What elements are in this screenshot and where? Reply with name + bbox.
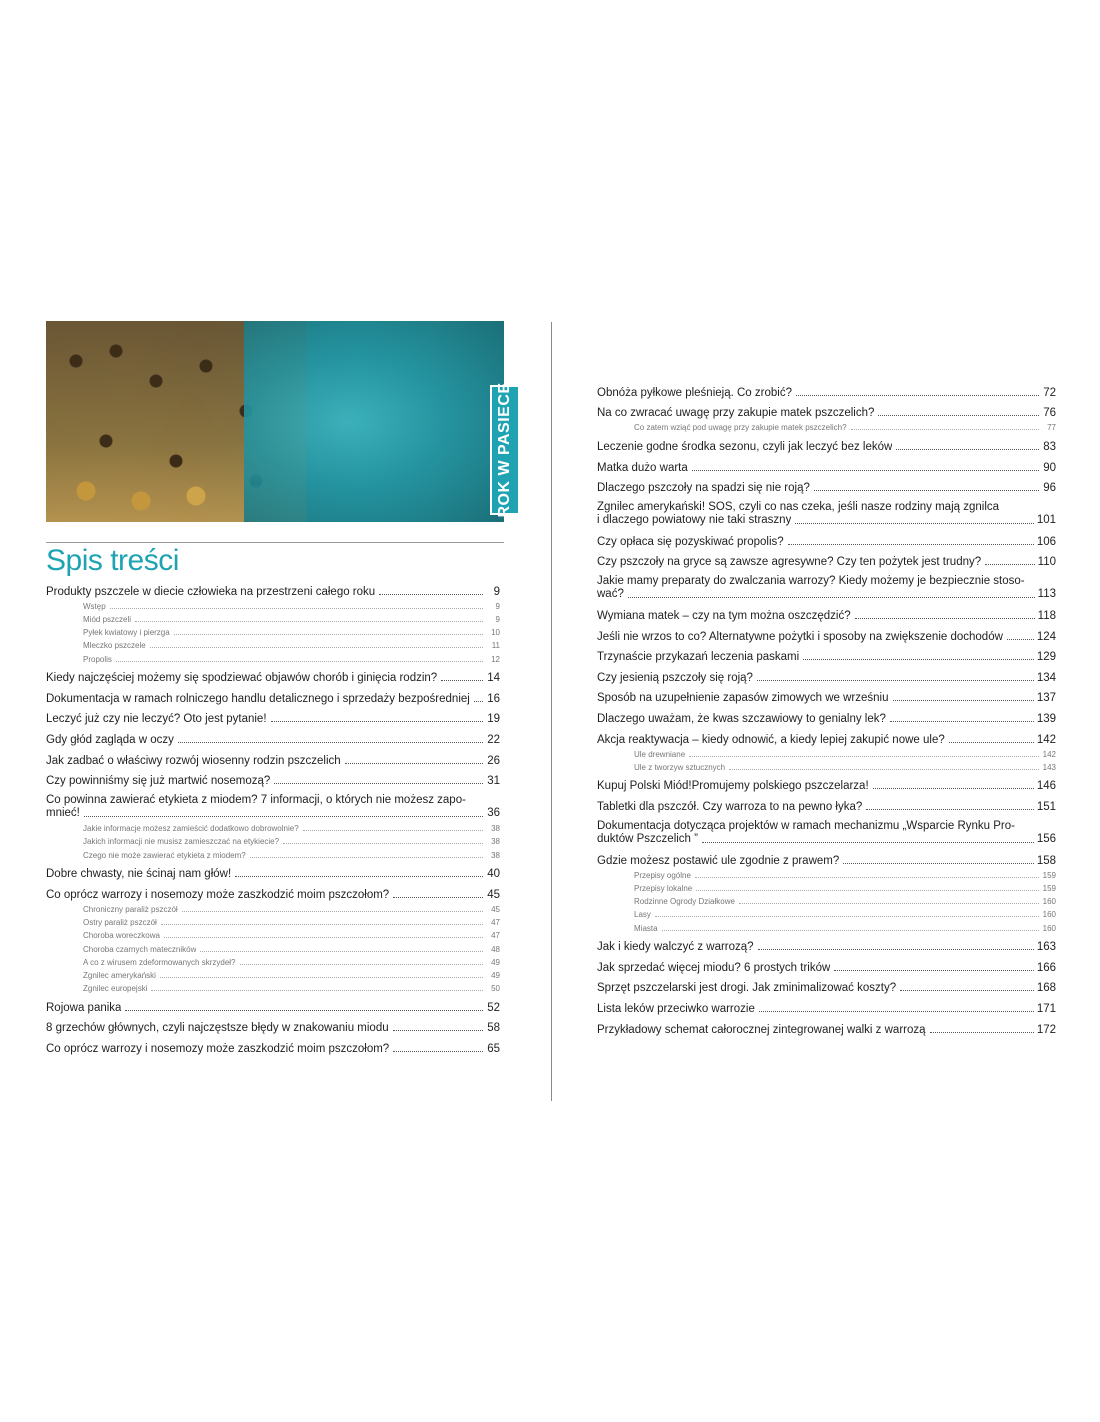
leader-dots (274, 782, 483, 784)
toc-page-number: 124 (1036, 630, 1056, 643)
toc-subentry-title: Jakie informacje możesz zamieścić dodatkowo dobrowolnie? (83, 824, 299, 834)
toc-entry[interactable] (46, 684, 500, 705)
leader-dots (851, 428, 1039, 430)
toc-entry-title: Akcja reaktywacja – kiedy odnowić, a kiedy lepiej zakupić nowe ule? (597, 733, 945, 746)
leader-dots (834, 969, 1034, 971)
toc-page-number: 9 (495, 614, 500, 624)
leader-dots (151, 989, 483, 991)
toc-subentry[interactable] (46, 846, 500, 859)
toc-subentry-title: Przepisy ogólne (634, 870, 691, 880)
toc-entry[interactable] (597, 684, 1056, 705)
toc-page-number: 171 (1036, 1002, 1056, 1015)
toc-entry[interactable] (597, 974, 1056, 995)
leader-dots (696, 889, 1039, 891)
leader-dots (178, 741, 483, 743)
page-title: Spis treści (46, 544, 179, 577)
toc-subentry-title: Lasy (634, 910, 651, 920)
toc-page-number: 50 (491, 984, 500, 994)
leader-dots (379, 593, 483, 595)
leader-dots (283, 842, 483, 844)
toc-page-number: 12 (491, 654, 500, 664)
toc-entry-block (597, 494, 1056, 527)
toc-page-number: 159 (1042, 870, 1056, 880)
toc-entry[interactable] (46, 746, 500, 767)
toc-subentry[interactable] (597, 746, 1056, 759)
toc-entry-title: Czy opłaca się pozyskiwać propolis? (597, 535, 784, 548)
leader-dots (393, 1029, 483, 1031)
toc-page-number: 10 (491, 628, 500, 638)
toc-entry[interactable] (46, 705, 500, 726)
toc-page-number: 38 (491, 850, 500, 860)
toc-entry-title: Co oprócz warrozy i nosemozy może zaszkodzić moim pszczołom? (46, 1042, 390, 1055)
toc-entry-title: Obnóża pyłkowe pleśnieją. Co zrobić? (597, 386, 792, 399)
leader-dots (692, 469, 1039, 471)
toc-subentry-title: Co zatem wziąć pod uwagę przy zakupie matek pszczelich? (634, 423, 847, 433)
toc-entry[interactable] (46, 993, 500, 1014)
toc-entry[interactable] (597, 453, 1056, 474)
toc-entry-title-line2-row (597, 588, 1056, 601)
toc-page-number: 19 (487, 713, 500, 726)
toc-entry[interactable] (597, 663, 1056, 684)
toc-entry-title-line2: duktów Pszczelich ” (597, 833, 698, 846)
toc-entry-title: Lista leków przeciwko warrozie (597, 1002, 755, 1015)
toc-entry-title: Sposób na uzupełnienie zapasów zimowych we wrześniu (597, 692, 889, 705)
leader-dots (235, 875, 483, 877)
toc-page-number: 9 (495, 601, 500, 611)
toc-subentry-title: Miód pszczeli (83, 614, 132, 624)
leader-dots (985, 563, 1035, 565)
section-ribbon-label: ROK W PASIECE (496, 382, 513, 518)
toc-entry[interactable] (46, 577, 500, 598)
toc-page-number: 134 (1036, 671, 1056, 684)
toc-entry-title: Tabletki dla pszczół. Czy warroza to na pewno łyka? (597, 801, 863, 814)
toc-entry[interactable] (46, 787, 500, 820)
toc-page-number: 90 (1043, 461, 1056, 474)
leader-dots (250, 856, 483, 858)
section-ribbon (490, 382, 520, 518)
leader-dots (702, 841, 1034, 843)
toc-entry-title: Na co zwracać uwagę przy zakupie matek pszczelich? (597, 407, 875, 420)
toc-subentry-title: Ule z tworzyw sztucznych (634, 762, 726, 772)
toc-page-number: 31 (487, 775, 500, 788)
toc-entry[interactable] (597, 378, 1056, 399)
toc-entry-title: Wymiana matek – czy na tym można oszczędzić? (597, 609, 851, 622)
toc-subentry-title: Jakich informacji nie musisz zamieszczać na etykiecie? (83, 837, 280, 847)
leader-dots (345, 762, 483, 764)
toc-page-number: 160 (1042, 897, 1056, 907)
toc-page-number: 146 (1036, 780, 1056, 793)
leader-dots (174, 633, 483, 635)
toc-entry[interactable] (597, 601, 1056, 622)
toc-entry-title: 8 grzechów głównych, czyli najczęstsze błędy w znakowaniu miodu (46, 1022, 389, 1035)
toc-entry[interactable] (597, 527, 1056, 548)
toc-entry-title: Produkty pszczele w diecie człowieka na przestrzeni całego roku (46, 585, 376, 598)
toc-entry[interactable] (597, 792, 1056, 813)
toc-page-number: 49 (491, 970, 500, 980)
toc-entry-title: Leczyć już czy nie leczyć? Oto jest pytanie! (46, 713, 267, 726)
leader-dots (893, 699, 1034, 701)
leader-dots (182, 910, 483, 912)
leader-dots (796, 394, 1039, 396)
toc-page-number: 40 (487, 868, 500, 881)
leader-dots (164, 936, 483, 938)
toc-page-number: 38 (491, 824, 500, 834)
toc-left-column (46, 577, 500, 1055)
toc-entry-title: Przykładowy schemat całorocznej zintegrowanej walki z warrozą (597, 1023, 926, 1036)
toc-page-number: 110 (1037, 556, 1056, 569)
toc-subentry-title: Chroniczny paraliż pszczół (83, 905, 178, 915)
toc-page-number: 14 (487, 672, 500, 685)
leader-dots (695, 876, 1039, 878)
toc-page-number: 22 (487, 733, 500, 746)
toc-page-number: 168 (1036, 982, 1056, 995)
toc-entry[interactable] (597, 933, 1056, 954)
toc-subentry[interactable] (597, 880, 1056, 893)
toc-page-number: 106 (1036, 535, 1056, 548)
leader-dots (878, 414, 1039, 416)
toc-entry-title: Matka dużo warta (597, 461, 688, 474)
toc-page-number: 156 (1036, 833, 1056, 846)
toc-page-number: 172 (1036, 1023, 1056, 1036)
toc-page-number: 137 (1036, 692, 1056, 705)
toc-entry[interactable] (46, 664, 500, 685)
leader-dots (759, 1010, 1034, 1012)
toc-entry-title-line2: mnieć! (46, 807, 80, 820)
leader-dots (393, 1050, 483, 1052)
toc-subentry[interactable] (597, 906, 1056, 919)
toc-entry-title: Kiedy najczęściej możemy się spodziewać objawów chorób i ginięcia rodzin? (46, 672, 438, 685)
toc-page-number: 101 (1036, 514, 1056, 527)
toc-subentry[interactable] (46, 901, 500, 914)
title-rule (46, 542, 504, 543)
toc-entry[interactable] (597, 846, 1056, 867)
leader-dots (949, 741, 1034, 743)
leader-dots (896, 448, 1039, 450)
toc-entry[interactable] (597, 548, 1056, 569)
toc-entry[interactable] (46, 725, 500, 746)
bee-honeycomb-photo (46, 321, 504, 522)
leader-dots (866, 808, 1034, 810)
toc-subentry-title: Zgnilec europejski (83, 984, 148, 994)
leader-dots (662, 929, 1039, 931)
toc-page-number: 166 (1036, 961, 1056, 974)
toc-entry[interactable] (46, 1014, 500, 1035)
toc-entry[interactable] (597, 432, 1056, 453)
toc-entry[interactable] (597, 1015, 1056, 1036)
leader-dots (814, 489, 1039, 491)
leader-dots (271, 720, 483, 722)
toc-entry-title: Jeśli nie wrzos to co? Alternatywne pożytki i sposoby na zwiększenie dochodów (597, 630, 1003, 643)
toc-entry-title: Co oprócz warrozy i nosemozy może zaszkodzić moim pszczołom? (46, 888, 390, 901)
toc-subentry[interactable] (46, 954, 500, 967)
toc-entry-title: Czy pszczoły na gryce są zawsze agresywne? Czy ten pożytek jest trudny? (597, 556, 982, 569)
toc-subentry-title: Ule drewniane (634, 749, 686, 759)
toc-subentry[interactable] (46, 820, 500, 833)
leader-dots (729, 768, 1039, 770)
toc-entry[interactable] (597, 474, 1056, 495)
toc-subentry-title: Przepisy lokalne (634, 884, 693, 894)
toc-entry-title-line1: Dokumentacja dotycząca projektów w ramach mechanizmu „Wsparcie Rynku Pro- (597, 820, 1015, 833)
toc-entry-title: Jak sprzedać więcej miodu? 6 prostych trików (597, 961, 831, 974)
toc-subentry[interactable] (46, 611, 500, 624)
toc-entry-title: Jak i kiedy walczyć z warrozą? (597, 941, 754, 954)
toc-entry-title-line2: i dlaczego powiatowy nie taki straszny (597, 514, 792, 527)
toc-page-number: 76 (1043, 407, 1056, 420)
leader-dots (160, 976, 483, 978)
toc-page-number: 160 (1042, 910, 1056, 920)
toc-subentry[interactable] (46, 967, 500, 980)
toc-page-number: 118 (1037, 609, 1056, 622)
toc-page-number: 83 (1043, 440, 1056, 453)
toc-page-number: 65 (487, 1042, 500, 1055)
toc-page-number: 36 (487, 807, 500, 820)
toc-entry[interactable] (597, 622, 1056, 643)
toc-subentry-title: A co z wirusem zdeformowanych skrzydeł? (83, 957, 236, 967)
leader-dots (303, 829, 483, 831)
toc-subentry-title: Rodzinne Ogrody Działkowe (634, 897, 735, 907)
toc-entry-title: Trzynaście przykazań leczenia paskami (597, 651, 800, 664)
toc-entry-title: Sprzęt pszczelarski jest drogi. Jak zminimalizować koszty? (597, 982, 897, 995)
toc-subentry[interactable] (46, 637, 500, 650)
toc-subentry-title: Propolis (83, 654, 112, 664)
toc-entry-title: Dlaczego pszczoły na spadzi się nie roją? (597, 482, 810, 495)
toc-page-number: 47 (491, 918, 500, 928)
toc-subentry-title: Czego nie może zawierać etykieta z miodem? (83, 850, 246, 860)
toc-subentry-title: Mleczko pszczele (83, 641, 146, 651)
toc-page-number: 45 (487, 888, 500, 901)
leader-dots (161, 923, 483, 925)
toc-entry-title: Jak zadbać o właściwy rozwój wiosenny rodzin pszczelich (46, 754, 341, 767)
toc-entry-title: Czy powinniśmy się już martwić nosemozą? (46, 775, 271, 788)
toc-page-number: 16 (487, 692, 500, 705)
leader-dots (1007, 638, 1034, 640)
toc-page-number: 58 (487, 1022, 500, 1035)
toc-page-number: 159 (1042, 884, 1056, 894)
toc-entry[interactable] (597, 643, 1056, 664)
toc-entry-title: Gdy głód zagląda w oczy (46, 733, 174, 746)
leader-dots (855, 617, 1035, 619)
toc-entry-title: Leczenie godne środka sezonu, czyli jak leczyć bez leków (597, 440, 893, 453)
toc-subentry-title: Choroba woreczkowa (83, 931, 160, 941)
leader-dots (628, 596, 1035, 598)
toc-subentry-title: Pyłek kwiatowy i pierzga (83, 628, 170, 638)
toc-entry[interactable] (597, 494, 1056, 527)
toc-subentry[interactable] (46, 914, 500, 927)
toc-subentry[interactable] (46, 598, 500, 611)
toc-page-number: 26 (487, 754, 500, 767)
leader-dots (441, 679, 483, 681)
toc-entry-title: Czy jesienią pszczoły się roją? (597, 671, 753, 684)
toc-entry-block (597, 813, 1056, 846)
leader-dots (890, 720, 1034, 722)
toc-entry[interactable] (597, 704, 1056, 725)
toc-subentry-title: Zgnilec amerykański (83, 970, 156, 980)
toc-entry-title-line1: Jakie mamy preparaty do zwalczania warrozy? Kiedy możemy je bezpiecznie stoso- (597, 575, 1025, 588)
toc-page-number: 143 (1042, 762, 1056, 772)
toc-page-number: 45 (491, 905, 500, 915)
toc-entry-title-line1: Co powinna zawierać etykieta z miodem? 7 informacji, o których nie możesz zapo- (46, 794, 466, 807)
toc-subentry[interactable] (597, 893, 1056, 906)
leader-dots (843, 862, 1034, 864)
leader-dots (135, 620, 483, 622)
leader-dots (240, 963, 484, 965)
toc-right-column (597, 378, 1056, 1036)
leader-dots (795, 522, 1033, 524)
toc-page-number: 129 (1036, 651, 1056, 664)
toc-subentry[interactable] (46, 980, 500, 993)
toc-entry-block (46, 787, 500, 820)
toc-page-number: 96 (1043, 482, 1056, 495)
toc-entry-title: Dobre chwasty, nie ścinaj nam głów! (46, 868, 232, 881)
toc-page-number: 139 (1036, 712, 1056, 725)
toc-subentry[interactable] (46, 650, 500, 663)
toc-entry[interactable] (46, 1034, 500, 1055)
leader-dots (150, 646, 483, 648)
toc-page-number: 113 (1037, 588, 1056, 601)
toc-page-number: 52 (487, 1001, 500, 1014)
toc-entry-title: Dokumentacja w ramach rolniczego handlu detalicznego i sprzedaży bezpośredniej (46, 692, 470, 705)
toc-entry[interactable] (597, 725, 1056, 746)
leader-dots (757, 679, 1034, 681)
toc-entry-title: Rojowa panika (46, 1001, 122, 1014)
toc-page-number: 142 (1042, 749, 1056, 759)
toc-entry[interactable] (46, 860, 500, 881)
leader-dots (116, 660, 483, 662)
leader-dots (655, 915, 1039, 917)
toc-entry[interactable] (597, 568, 1056, 601)
leader-dots (873, 787, 1034, 789)
toc-entry[interactable] (597, 994, 1056, 1015)
leader-dots (200, 950, 483, 952)
toc-subentry[interactable] (46, 940, 500, 953)
leader-dots (125, 1009, 483, 1011)
toc-entry-title: Kupuj Polski Miód!Promujemy polskiego pszczelarza! (597, 780, 869, 793)
toc-subentry[interactable] (46, 927, 500, 940)
toc-page-number: 142 (1036, 733, 1056, 746)
background-blur (244, 321, 504, 522)
toc-subentry[interactable] (597, 919, 1056, 932)
toc-entry-title-line2-row (597, 833, 1056, 846)
leader-dots (900, 989, 1034, 991)
leader-dots (689, 755, 1039, 757)
toc-page-number: 163 (1036, 941, 1056, 954)
toc-entry-title-line1: Zgnilec amerykański! SOS, czyli co nas czeka, jeśli nasze rodziny mają zgnilca (597, 501, 1000, 514)
toc-entry[interactable] (597, 399, 1056, 420)
toc-subentry-title: Ostry paraliż pszczół (83, 918, 157, 928)
toc-page-number: 38 (491, 837, 500, 847)
toc-page-number: 77 (1047, 423, 1056, 433)
leader-dots (739, 902, 1039, 904)
toc-entry-block (597, 568, 1056, 601)
toc-subentry-title: Wstęp (83, 601, 106, 611)
leader-dots (788, 543, 1034, 545)
toc-entry[interactable] (597, 813, 1056, 846)
toc-entry-title-line2-row (46, 807, 500, 820)
leader-dots (84, 815, 483, 817)
toc-entry[interactable] (46, 767, 500, 788)
page-gutter-divider (551, 322, 552, 1101)
toc-page-number: 160 (1042, 923, 1056, 933)
toc-entry-title-line2: wać? (597, 588, 624, 601)
toc-subentry[interactable] (597, 419, 1056, 432)
toc-page-number: 158 (1036, 854, 1056, 867)
toc-entry[interactable] (597, 953, 1056, 974)
leader-dots (758, 948, 1034, 950)
toc-subentry-title: Miasta (634, 923, 658, 933)
leader-dots (393, 896, 483, 898)
toc-page-number: 72 (1043, 386, 1056, 399)
toc-entry-title: Dlaczego uważam, że kwas szczawiowy to genialny lek? (597, 712, 886, 725)
leader-dots (474, 700, 483, 702)
toc-subentry[interactable] (46, 833, 500, 846)
toc-page-number: 151 (1036, 801, 1056, 814)
toc-subentry-title: Choroba czarnych mateczników (83, 944, 197, 954)
toc-page-number: 49 (491, 957, 500, 967)
leader-dots (803, 658, 1034, 660)
toc-page-number: 48 (491, 944, 500, 954)
leader-dots (930, 1031, 1034, 1033)
toc-entry[interactable] (597, 772, 1056, 793)
toc-subentry[interactable] (597, 867, 1056, 880)
toc-subentry[interactable] (597, 759, 1056, 772)
leader-dots (110, 607, 483, 609)
toc-page-number: 47 (491, 931, 500, 941)
toc-subentry[interactable] (46, 624, 500, 637)
toc-entry[interactable] (46, 880, 500, 901)
toc-page-number: 11 (491, 641, 500, 651)
toc-entry-title: Gdzie możesz postawić ule zgodnie z prawem? (597, 854, 840, 867)
toc-page-number: 9 (493, 585, 500, 598)
toc-entry-title-line2-row (597, 514, 1056, 527)
